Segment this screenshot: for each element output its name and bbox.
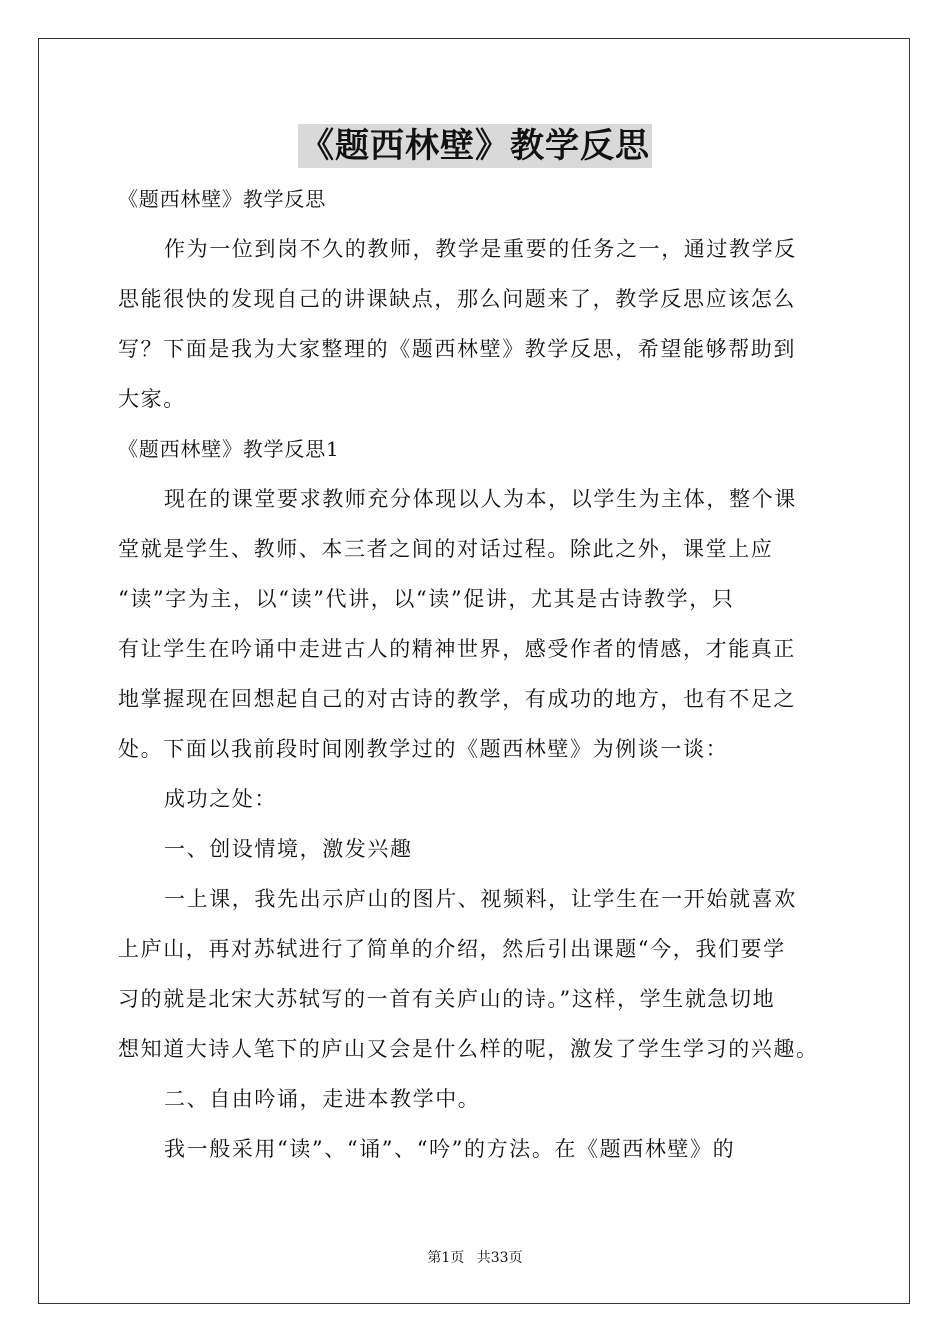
page-footer — [0, 1247, 950, 1267]
document-body — [118, 174, 838, 1174]
text-line: 思能很快的发现自己的讲课缺点，那么问题来了，教学反思应该怎么 — [118, 287, 796, 311]
section-heading: 《题西林壁》教学反思1 — [118, 437, 340, 461]
text-line: 大家。 — [118, 387, 186, 411]
document-title: 《题西林壁》教学反思 — [300, 126, 650, 166]
total-pages: 共33页 — [476, 1250, 523, 1266]
text-line: 有让学生在吟诵中走进古人的精神世界，感受作者的情感，才能真正 — [118, 637, 796, 661]
text-line: 现在的课堂要求教师充分体现以人为本，以学生为主体，整个课 — [164, 487, 797, 511]
text-line: 作为一位到岗不久的教师，教学是重要的任务之一，通过教学反 — [164, 237, 797, 261]
text-line: 地掌握现在回想起自己的对古诗的教学，有成功的地方，也有不足之 — [118, 687, 796, 711]
text-line: 上庐山，再对苏轼进行了简单的介绍，然后引出课题“今，我们要学 — [118, 937, 786, 961]
text-line: 处。下面以我前段时间刚教学过的《题西林壁》为例谈一谈： — [118, 737, 729, 761]
title-container — [0, 124, 950, 168]
text-line: 二、自由吟诵，走进本教学中。 — [164, 1087, 481, 1111]
text-line: 一、创设情境，激发兴趣 — [164, 837, 413, 861]
section-heading: 《题西林壁》教学反思 — [118, 187, 326, 211]
text-line: 一上课，我先出示庐山的图片、视频料，让学生在一开始就喜欢 — [164, 887, 797, 911]
page-number: 第1页 — [427, 1250, 465, 1266]
text-line: 我一般采用“读”、“诵”、“吟”的方法。在《题西林壁》的 — [164, 1137, 736, 1161]
text-line: 习的就是北宋大苏轼写的一首有关庐山的诗。”这样，学生就急切地 — [118, 987, 776, 1011]
text-line: 写？下面是我为大家整理的《题西林壁》教学反思，希望能够帮助到 — [118, 337, 796, 361]
text-line: 堂就是学生、教师、本三者之间的对话过程。除此之外，课堂上应 — [118, 537, 774, 561]
text-line: 成功之处： — [164, 787, 277, 811]
text-line: 想知道大诗人笔下的庐山又会是什么样的呢，激发了学生学习的兴趣。 — [118, 1037, 819, 1061]
text-line: “读”字为主，以“读”代讲，以“读”促讲，尤其是古诗教学，只 — [118, 587, 735, 611]
